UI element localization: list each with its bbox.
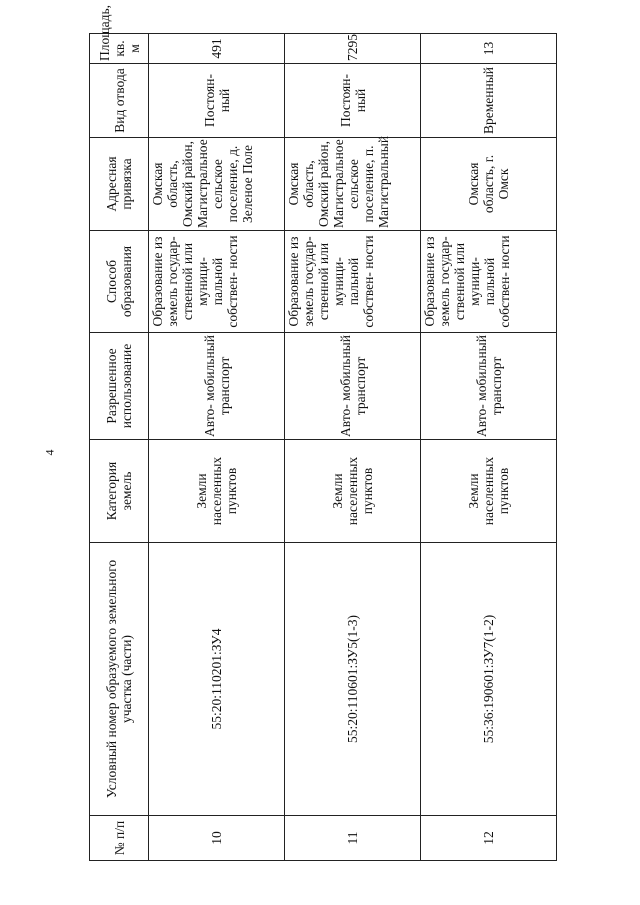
header-area: Площадь, кв. м	[90, 34, 149, 64]
table-row	[149, 34, 285, 861]
header-formation-method: Способ образования	[90, 231, 149, 333]
header-num: № п/п	[90, 816, 149, 861]
table-row	[285, 34, 421, 861]
row-allotment-type: Временный	[421, 64, 557, 138]
header-allotment-type: Вид отвода	[90, 64, 149, 138]
header-address: Адресная привязка	[90, 138, 149, 231]
row-formation-method: Образование из земель государ- ственной или муници- пальной собствен- ности	[421, 231, 557, 333]
row-cadastral-number: 55:36:190601:ЗУ7(1-2)	[421, 543, 557, 816]
row-formation-method: Образование из земель государ- ственной или муници- пальной собствен- ности	[149, 231, 285, 333]
row-address: Омская область, Омский район, Магистральное сельское поселение, д. Зеленое Поле	[149, 138, 285, 231]
table-header-row	[90, 34, 149, 861]
row-allotment-type: Постоян- ный	[285, 64, 421, 138]
header-permitted-use: Разрешенное использование	[90, 333, 149, 440]
row-land-category: Земли населенных пунктов	[285, 440, 421, 543]
row-cadastral-number: 55:20:110601:ЗУ5(1-3)	[285, 543, 421, 816]
row-allotment-type: Постоян- ный	[149, 64, 285, 138]
land-plots-table-sheet	[89, 4, 556, 861]
row-cadastral-number: 55:20:110201:ЗУ4	[149, 543, 285, 816]
land-plots-table	[89, 4, 557, 861]
row-formation-method: Образование из земель государ- ственной или муници- пальной собствен- ности	[285, 231, 421, 333]
header-land-category: Категория земель	[90, 440, 149, 543]
page-number: 4	[42, 449, 57, 456]
row-num: 11	[285, 816, 421, 861]
row-area: 491	[149, 34, 285, 64]
row-land-category: Земли населенных пунктов	[421, 440, 557, 543]
row-num: 10	[149, 816, 285, 861]
row-address: Омская область, Омский район, Магистральное сельское поселение, п. Магистральный	[285, 138, 421, 231]
row-permitted-use: Авто- мобильный транспорт	[421, 333, 557, 440]
row-num: 12	[421, 816, 557, 861]
row-area: 13	[421, 34, 557, 64]
row-address: Омская область, г. Омск	[421, 138, 557, 231]
row-land-category: Земли населенных пунктов	[149, 440, 285, 543]
row-permitted-use: Авто- мобильный транспорт	[285, 333, 421, 440]
row-area: 7295	[285, 34, 421, 64]
table-row	[421, 34, 557, 861]
header-cadastral-number: Условный номер образуемого земельного участка (части)	[90, 543, 149, 816]
row-permitted-use: Авто- мобильный транспорт	[149, 333, 285, 440]
